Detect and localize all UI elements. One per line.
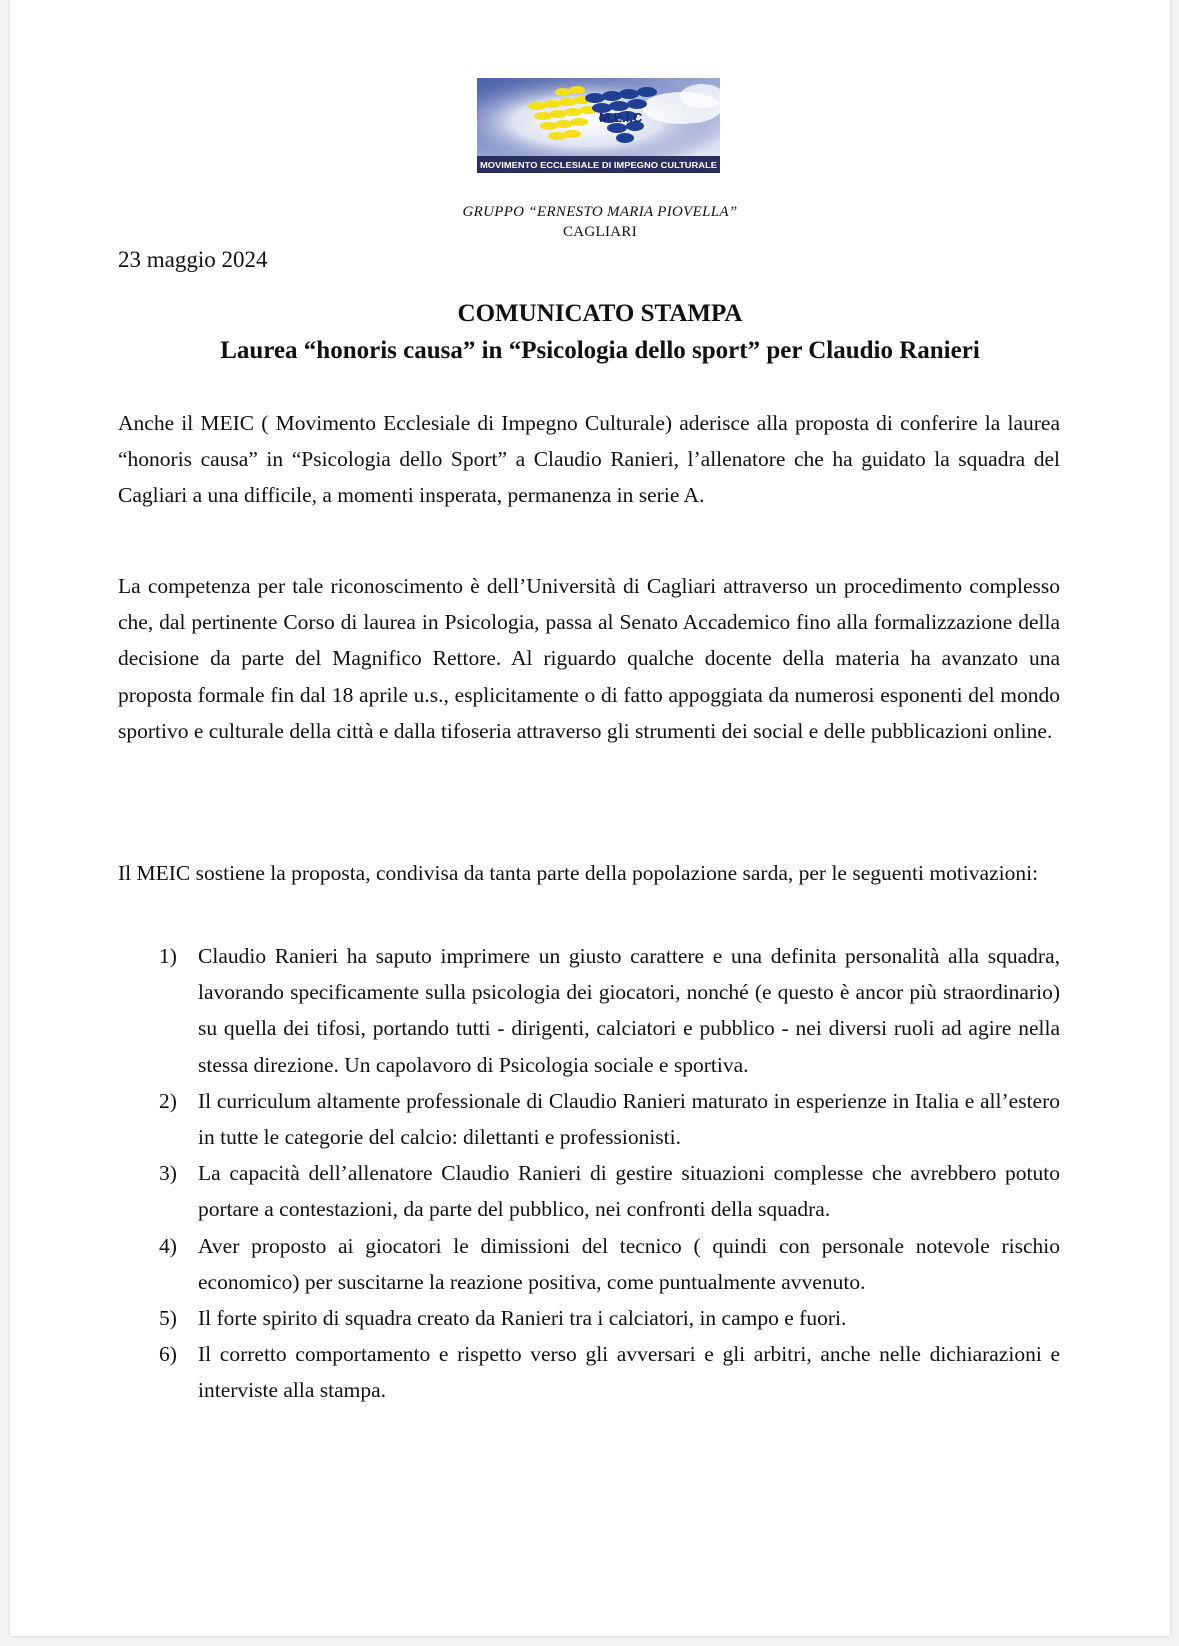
list-item [118,1300,1060,1336]
paragraph-procedure: La competenza per tale riconoscimento è dell’Università di Cagliari attraverso un procedimento complesso che, dal pertinente Corso di laurea in Psicologia, passa al Senato Accademico fino alla formalizzazione della decisione da parte del Magnifico Rettore. Al riguardo qualche docente della materia ha avanzato una proposta formale fin dal 18 aprile u.s., esplicitamente o di fatto appoggiata da numerosi esponenti del mondo sportivo e culturale della città e dalla tifoseria attraverso gli strumenti dei social e delle pubblicazioni online. [118,574,1060,743]
document-page [10,0,1170,1636]
list-item-text: Aver proposto ai giocatori le dimissioni del tecnico ( quindi con personale notevole rischio economico) per suscitarne la reazione positiva, come puntualmente avvenuto. [198,1233,1060,1294]
list-item [118,1336,1060,1408]
list-item [118,938,1060,1083]
motivations-list [118,938,1060,1409]
logo-caption: MOVIMENTO ECCLESIALE DI IMPEGNO CULTURALE [480,160,718,170]
list-item-text: Il corretto comportamento e rispetto verso gli avversari e gli arbitri, anche nelle dichiarazioni e interviste alla stampa. [198,1342,1060,1403]
press-release-subtitle: Laurea “honoris causa” in “Psicologia dello sport” per Claudio Ranieri [220,337,980,364]
list-item [118,1155,1060,1227]
meic-logo [477,78,720,173]
list-item-number: 1) [159,944,177,968]
list-item-number: 5) [159,1306,177,1331]
list-item-text: La capacità dell’allenatore Claudio Ranieri di gestire situazioni complesse che avrebbero potuto portare a contestazioni, da parte del pubblico, nei confronti della squadra. [198,1161,1060,1222]
list-item-number: 6) [159,1342,177,1367]
list-item-text: Il forte spirito di squadra creato da Ranieri tra i calciatori, in campo e fuori. [198,1306,847,1331]
list-item-number: 4) [159,1233,177,1258]
document-date: 23 maggio 2024 [118,247,268,272]
list-item-number: 3) [159,1161,177,1186]
list-item-text: Il curriculum altamente professionale di Claudio Ranieri maturato in esperienze in Italia e all’estero in tutte le categorie del calcio: dilettanti e professionisti. [198,1088,1060,1150]
list-item-number: 2) [159,1088,177,1113]
logo-letters: M.E.I.C [599,110,643,125]
paragraph-motivations-intro: Il MEIC sostiene la proposta, condivisa da tanta parte della popolazione sarda, per le seguenti motivazioni: [118,861,1039,885]
list-item [118,1083,1060,1155]
list-item [118,1228,1060,1300]
paragraph-intro: Anche il MEIC ( Movimento Ecclesiale di Impegno Culturale) aderisce alla proposta di conferire la laurea “honoris causa” in “Psicologia dello Sport” a Claudio Ranieri, l’allenatore che ha guidato la squadra del Cagliari a una difficile, a momenti insperata, permanenza in serie A. [118,411,1060,508]
press-release-heading: COMUNICATO STAMPA [457,300,743,327]
group-name: GRUPPO “ERNESTO MARIA PIOVELLA” [462,204,738,220]
list-item-text: Claudio Ranieri ha saputo imprimere un giusto carattere e una definita personalità alla squadra, lavorando specificamente sulla psicologia dei giocatori, nonché (e questo è ancor più straordinario) su quella dei tifosi, portando tutti - dirigenti, calciatori e pubblico - nei diversi ruoli ad agire nella stessa direzione. Un capolavoro di Psicologia sociale e sportiva. [198,944,1060,1077]
group-city: CAGLIARI [562,224,638,240]
